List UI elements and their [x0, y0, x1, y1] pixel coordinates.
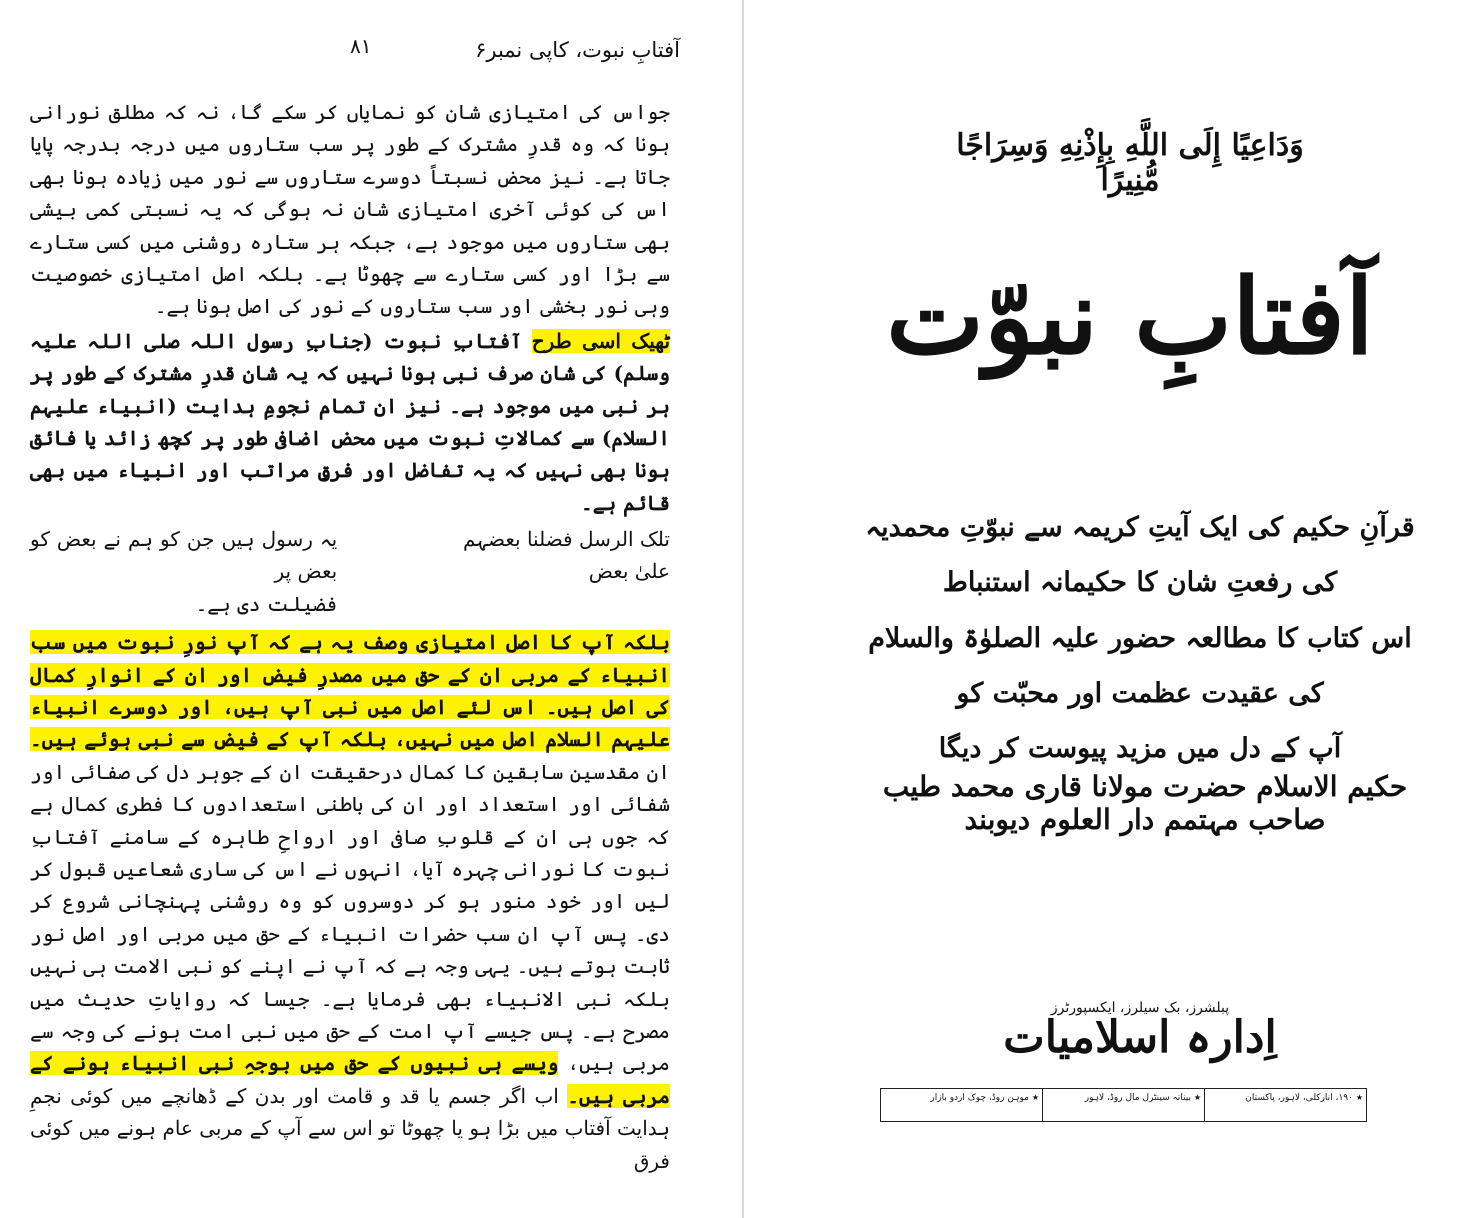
paragraph-3	[30, 626, 670, 1177]
address-text: ۱۹۰، انارکلی، لاہور، پاکستان	[1245, 1093, 1353, 1103]
verse-arabic-line-2: علیٰ بعض	[588, 559, 670, 584]
address-cell	[1204, 1089, 1366, 1121]
description-line-1: قرآنِ حکیم کی ایک آیتِ کریمہ سے نبوّتِ محمدیہ کی رفعتِ شان کا حکیمانہ استنباط	[865, 512, 1415, 599]
star-icon: ★	[1193, 1093, 1201, 1102]
paragraph-4-text: اب اگر جسم یا قد و قامت اور بدن کے ڈھانچے میں کوئی نجمِ ہدایت آفتاب میں بڑا ہو یا چھوٹا تو اس سے آپ کے مربی عام ہونے میں کوئی فرق	[30, 1083, 670, 1173]
quranic-verse-block	[30, 523, 670, 620]
verse-translation-line-2: فضیلت دی ہے۔	[195, 591, 338, 616]
highlighted-passage: بلکہ آپ کا اصل امتیازی وصف یہ ہے کہ آپ نورِ نبوت میں سب انبیاء کے مربی ان کے حق میں مصدرِ فیض اور ان کے انوارِ کمال کی اصل ہیں۔ اس لئے اصل میں نبی آپ ہیں، اور دوسرے انبیاء علیہم السلام اصل میں نہیں، بلکہ آپ کے فیض سے نبی ہوئے ہیں۔	[30, 630, 670, 752]
publisher-tagline: پبلشرز، بک سیلرز، ایکسپورٹرز	[1050, 1000, 1230, 1016]
author-line: حکیم الاسلام حضرت مولانا قاری محمد طیب صاحب مہتمم دار العلوم دیوبند	[882, 770, 1408, 836]
page-number: ۸۱	[350, 34, 372, 58]
book-description	[850, 500, 1430, 777]
body-text	[30, 96, 670, 1179]
star-icon: ★	[1355, 1093, 1363, 1102]
publisher-name: اِدارہ اسلامیات	[1003, 1012, 1277, 1063]
paragraph-1: جواس کی امتیازی شان کو نمایاں کر سکے گا، نہ کہ مطلق نورانی ہونا کہ وہ قدرِ مشترک کے طور پر سب ستاروں میں درجہ بدرجہ پایا جاتا ہے۔ نیز محض نسبتاً دوسرے ستاروں سے نور میں زیادہ ہونا بھی اس کی کوئی آخری امتیازی شان نہ ہوگی کہ یہ نسبتی کمی بیشی بھی ستاروں میں موجود ہے، جبکہ ہر ستارہ روشنی میں کسی ستارے سے بڑا اور کسی ستارے سے چھوٹا ہے۔ بلکہ اصل امتیازی خصوصیت وہی نور بخشی اور سب ستاروں کے نور کی اصل ہونا ہے۔	[30, 100, 670, 319]
description-line-2: اس کتاب کا مطالعہ حضور علیہ الصلوٰۃ والسلام کی عقیدت عظمت اور محبّت کو	[868, 622, 1412, 710]
address-cell	[1042, 1089, 1204, 1121]
verse-arabic-line-1: تلک الرسل فضلنا بعضہم	[463, 527, 670, 552]
page-header	[20, 34, 690, 74]
right-page	[745, 0, 1484, 1218]
highlighted-phrase: ٹھیک اسی طرح	[531, 328, 671, 353]
calligraphic-verse: وَدَاعِيًا إِلَى اللَّهِ بِإِذْنِهِ وَسِرَاجًا مُّنِيرًا	[956, 128, 1304, 198]
paragraph-3-text: ان مقدسین سابقین کا کمال درحقیقت ان کے جوہر دل کی صفائی اور شفائی اور استعداد اور ان کی باطنی استعدادوں کا فطری کمال ہے کہ جوں ہی ان کے قلوبِ صافی اور ارواحِ طاہرہ کے سامنے آفتابِ نبوت کا نورانی چہرہ آیا، انہوں نے اس کی ساری شعاعیں قبول کر لیں اور خود منور ہو کر دوسروں کو وہ روشنی پہنچانی شروع کر دی۔ پس آپ ان سب حضرات انبیاء کے حق میں مربی اور اصل نور ثابت ہوتے ہیں۔ یہی وجہ ہے کہ آپ نے اپنے کو نبی الامت ہی نہیں بلکہ نبی الانبیاء بھی فرمایا ہے۔ جیسا کہ روایاتِ حدیث میں مصرح ہے۔ پس جیسے آپ امت کے حق میں نبی امت ہونے کی وجہ سے مربی ہیں،	[30, 759, 671, 1076]
highlighted-passage-2: ویسے ہی نبیوں کے حق میں بوجہِ نبی انبیاء ہونے کے مربی ہیں۔	[30, 1051, 671, 1108]
book-title: آفتابِ نبوّت	[886, 255, 1374, 378]
paragraph-2-text: آفتابِ نبوت (جنابِ رسول اللہ صلی اللہ علیہ وسلم) کی شان صرف نبی ہونا نہیں کہ یہ شان قدرِ مشترک کے طور پر ہر نبی میں موجود ہے۔ نیز ان تمام نجومِ ہدایت (انبیاء علیہم السلام) سے کمالاتِ نبوت میں محض اضافی طور پر کچھ زائد یا فائق ہونا بھی نہیں کہ یہ تفاضل اور فرقِ مراتب اور انبیاء میں بھی قائم ہے۔	[30, 328, 670, 515]
paragraph-2	[30, 325, 670, 519]
address-text: بیناتہ سینٹرل مال روڈ، لاہور	[1084, 1093, 1191, 1103]
verse-arabic	[363, 523, 670, 620]
address-cell	[881, 1089, 1042, 1121]
star-icon: ★	[1031, 1093, 1039, 1102]
publisher-address-box	[880, 1088, 1367, 1122]
running-title: آفتابِ نبوت، کاپی نمبر۶	[475, 38, 680, 62]
page-gutter	[742, 0, 744, 1218]
verse-translation-line-1: یہ رسول ہیں جن کو ہم نے بعض کو بعض پر	[30, 527, 338, 584]
publisher-logo	[930, 1000, 1350, 1063]
description-line-3: آپ کے دل میں مزید پیوست کر دیگا	[938, 733, 1342, 765]
verse-translation	[30, 523, 337, 620]
address-text: موہن روڈ، چوک اردو بازار	[930, 1093, 1029, 1103]
